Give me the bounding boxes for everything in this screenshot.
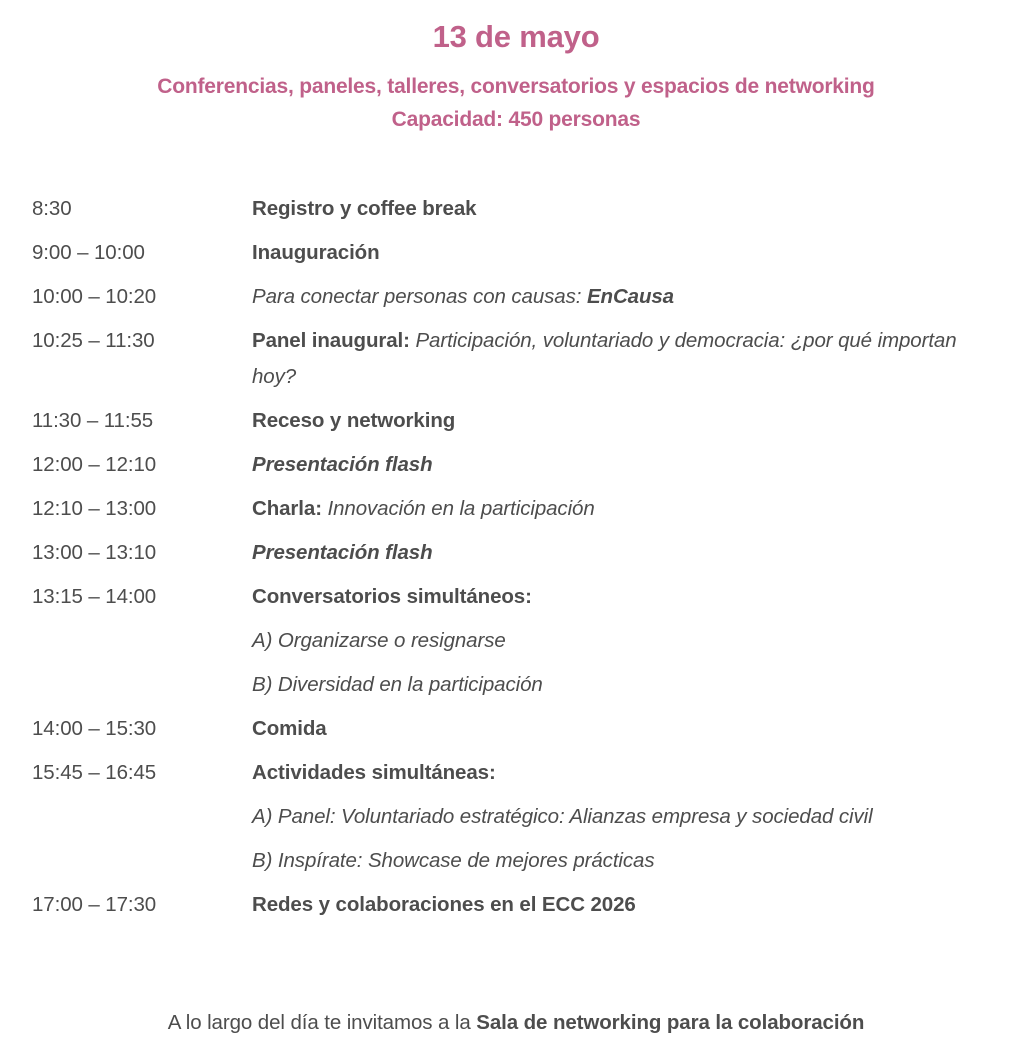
schedule-row-description — [252, 191, 1000, 227]
schedule-row-time: 11:30 – 11:55 — [32, 409, 154, 433]
schedule-row-time: 15:45 – 16:45 — [32, 761, 157, 785]
schedule-row-description-segment: Inauguración — [252, 241, 380, 265]
schedule-subitem — [32, 799, 1016, 835]
schedule-row-time: 10:25 – 11:30 — [32, 329, 155, 353]
page-header — [0, 0, 1032, 134]
footer-note — [0, 1006, 1032, 1040]
schedule-row-description-segment: Charla: — [252, 497, 328, 521]
schedule-row-description — [252, 535, 1000, 571]
schedule-row-time: 13:15 – 14:00 — [32, 585, 157, 609]
schedule-row-time: 12:10 – 13:00 — [32, 497, 157, 521]
schedule-row — [32, 579, 1016, 615]
schedule-row — [32, 403, 1016, 439]
schedule-row-description — [252, 323, 1000, 395]
schedule-row-description-segment: Para conectar personas con causas: — [252, 285, 587, 309]
schedule-row-time: 9:00 – 10:00 — [32, 241, 145, 265]
footer-highlight-text: Sala de networking para la colaboración — [476, 1011, 865, 1034]
schedule-row-description-segment: Presentación flash — [252, 453, 433, 477]
schedule-row — [32, 191, 1016, 227]
schedule-row-description-segment: Presentación flash — [252, 541, 433, 565]
schedule-row-time: 13:00 – 13:10 — [32, 541, 157, 565]
schedule-row-description-segment: Redes y colaboraciones en el ECC 2026 — [252, 893, 636, 917]
schedule-row — [32, 491, 1016, 527]
schedule-row — [32, 447, 1016, 483]
footer-lead-text: A lo largo del día te invitamos a la — [167, 1011, 477, 1034]
schedule-row — [32, 535, 1016, 571]
schedule-row-description-segment: Participación, voluntariado y democracia: ¿por qué importan hoy? — [252, 329, 957, 389]
schedule-row-description-segment: Receso y networking — [252, 409, 456, 433]
schedule-row-description-segment: Registro y coffee break — [252, 197, 477, 221]
page-title: 13 de mayo — [432, 19, 600, 54]
schedule-row-description-segment: Conversatorios simultáneos: — [252, 585, 532, 609]
schedule-subitem-label: B) Inspírate: Showcase de mejores prácticas — [252, 849, 655, 873]
schedule-row-description — [252, 279, 1000, 315]
schedule-subitem — [32, 843, 1016, 879]
schedule-row-description — [252, 887, 1000, 923]
schedule-row — [32, 323, 1016, 395]
schedule-row-description-segment: Comida — [252, 717, 327, 741]
schedule-subitem — [32, 623, 1016, 659]
schedule-row — [32, 711, 1016, 747]
schedule-row-description — [252, 579, 1000, 615]
schedule-row-description — [252, 491, 1000, 527]
schedule-row-description-segment: Actividades simultáneas: — [252, 761, 496, 785]
schedule-list — [0, 191, 1032, 923]
schedule-subitem-label: A) Panel: Voluntariado estratégico: Alianzas empresa y sociedad civil — [252, 805, 873, 829]
schedule-row-description — [252, 447, 1000, 483]
schedule-row-description-segment: Innovación en la participación — [327, 497, 595, 521]
capacity-note: Capacidad: 450 personas — [391, 107, 641, 131]
schedule-row-description — [252, 235, 1000, 271]
schedule-row-description-segment: EnCausa — [586, 285, 674, 309]
schedule-row-description — [252, 711, 1000, 747]
page-subtitle: Conferencias, paneles, talleres, conversatorios y espacios de networking — [157, 74, 875, 98]
schedule-row — [32, 755, 1016, 791]
schedule-row-time: 17:00 – 17:30 — [32, 893, 157, 917]
schedule-row-time: 10:00 – 10:20 — [32, 285, 157, 309]
schedule-subitem — [32, 667, 1016, 703]
schedule-row-time: 12:00 – 12:10 — [32, 453, 157, 477]
schedule-subitem-label: B) Diversidad en la participación — [252, 673, 543, 697]
schedule-row-description-segment: Panel inaugural: — [252, 329, 416, 353]
schedule-row — [32, 887, 1016, 923]
schedule-row-time: 8:30 — [32, 197, 72, 221]
schedule-row — [32, 235, 1016, 271]
schedule-row-description — [252, 755, 1000, 791]
schedule-row-time: 14:00 – 15:30 — [32, 717, 157, 741]
schedule-subitem-label: A) Organizarse o resignarse — [252, 629, 506, 653]
schedule-row — [32, 279, 1016, 315]
schedule-row-description — [252, 403, 1000, 439]
